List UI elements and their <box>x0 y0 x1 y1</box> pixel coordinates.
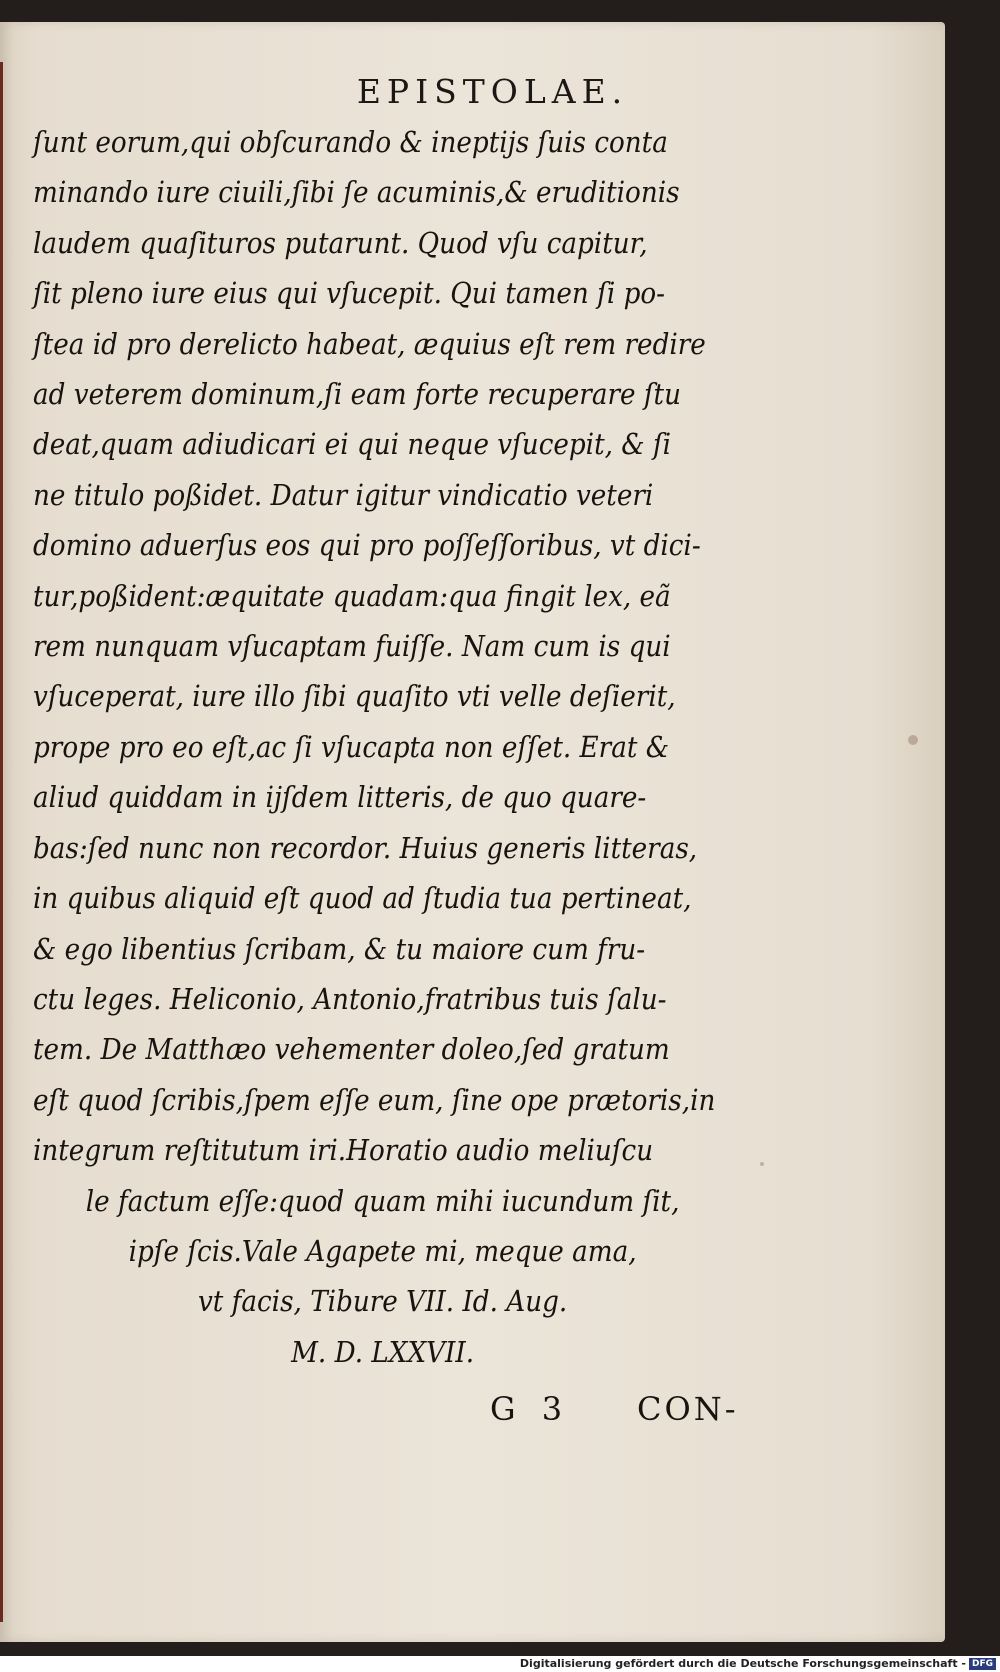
book-page <box>0 22 945 1642</box>
paper-spot <box>908 735 918 745</box>
closing-line: vt facis, Tibure VII. Id. Aug. <box>197 1285 568 1319</box>
letter-body <box>33 118 716 1378</box>
text-line: ſunt eorum,qui obſcurando & ineptijs ſuis conta <box>33 126 668 159</box>
signature-mark: G 3 <box>490 1390 571 1428</box>
text-line: laudem quaſituros putarunt. Quod vſu capitur, <box>33 226 648 260</box>
text-line: deat,quam adiudicari ei qui neque vſucepit, & ſi <box>33 428 672 462</box>
closing-line: ipſe ſcis.Vale Agapete mi, meque ama, <box>128 1234 637 1268</box>
date-line: M. D. LXXVII. <box>291 1335 475 1369</box>
digitization-credit <box>520 1656 996 1672</box>
text-line: tur,poßident:æquitate quadam:qua fingit lex, eã <box>33 579 671 613</box>
text-line: ne titulo poßidet. Datur igitur vindicatio veteri <box>33 478 654 512</box>
page-edge-mark <box>0 62 3 1622</box>
paper-spot <box>760 1162 764 1166</box>
text-line: & ego libentius ſcribam, & tu maiore cum fru- <box>33 932 646 966</box>
text-line: in quibus aliquid eſt quod ad ſtudia tua pertineat, <box>33 882 692 916</box>
text-line: bas:ſed nunc non recordor. Huius generis litteras, <box>33 831 698 865</box>
credit-text: Digitalisierung gefördert durch die Deutsche Forschungsgemeinschaft - <box>519 1657 966 1670</box>
text-line: rem nunquam vſucaptam fuiſſe. Nam cum is qui <box>33 630 671 664</box>
catchword: CON- <box>637 1390 739 1428</box>
text-line: minando iure ciuili,ſibi ſe acuminis,& eruditionis <box>33 176 680 210</box>
text-line: domino aduerſus eos qui pro poſſeſſoribus, vt dici- <box>33 529 701 563</box>
text-line: ad veterem dominum,ſi eam forte recuperare ſtu <box>33 378 681 412</box>
text-line: aliud quiddam in ijſdem litteris, de quo quare- <box>33 781 647 815</box>
running-header: EPISTOLAE. <box>356 72 629 111</box>
text-line: ſtea id pro derelicto habeat, æquius eſt rem redire <box>33 327 706 361</box>
text-line: prope pro eo eſt,ac ſi vſucapta non eſſet. Erat & <box>33 730 670 764</box>
text-line: ctu leges. Heliconio, Antonio,fratribus tuis ſalu- <box>33 982 667 1016</box>
text-line: ſit pleno iure eius qui vſucepit. Qui tamen ſi po- <box>33 277 665 311</box>
closing-line: le factum eſſe:quod quam mihi iucundum ſit, <box>85 1184 680 1218</box>
text-line: eſt quod ſcribis,ſpem eſſe eum, ſine ope prætoris,in <box>33 1083 716 1117</box>
text-line: tem. De Matthæo vehementer doleo,ſed gratum <box>33 1033 670 1067</box>
dfg-logo: DFG <box>969 1658 996 1670</box>
text-line: integrum reſtitutum iri.Horatio audio meliuſcu <box>33 1134 654 1168</box>
text-line: vſuceperat, iure illo ſibi quaſito vti velle deſierit, <box>33 680 676 714</box>
